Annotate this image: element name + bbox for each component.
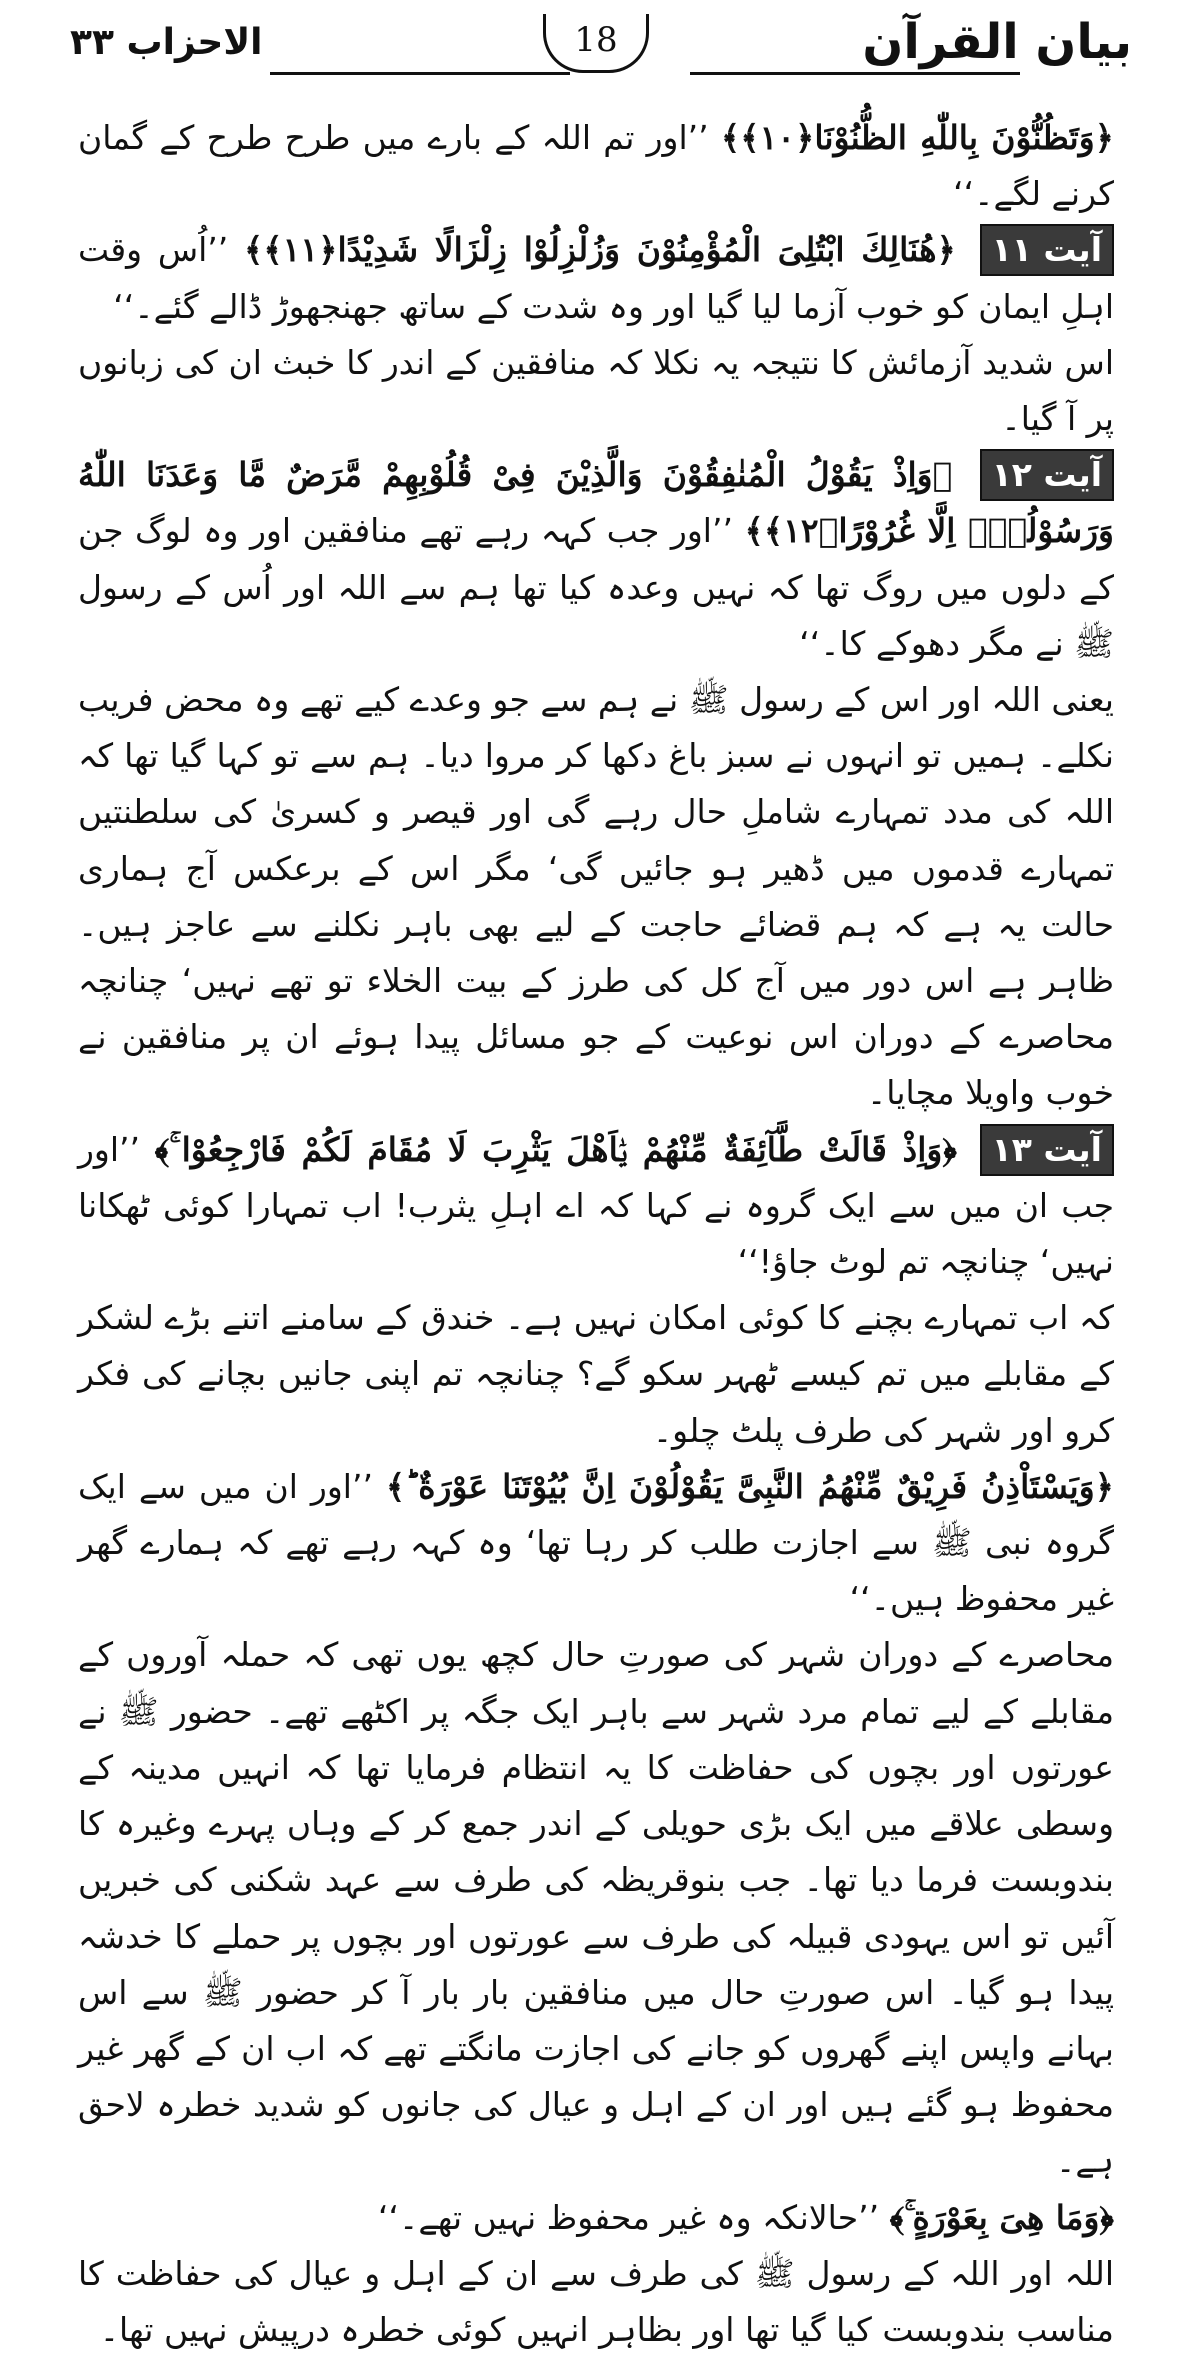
ayah-number-tag: آیت ۱۳ — [980, 1124, 1114, 1176]
translation: ’’اُس وقت اہلِ ایمان کو خوب آزما لیا گیا اور وہ شدت کے ساتھ جھنجھوڑ ڈالے گئے۔‘‘ — [78, 230, 1114, 326]
paragraph — [78, 335, 1114, 447]
page-header — [60, 14, 1132, 84]
book-title: بیان القرآن — [862, 14, 1132, 70]
page-number: 18 — [543, 14, 649, 73]
ayah-number-tag: آیت ۱۲ — [980, 449, 1114, 501]
paragraph — [78, 110, 1114, 222]
paragraph — [78, 2190, 1114, 2246]
header-rule-right — [690, 72, 1020, 75]
ayah-text: ﴿وَمَا هِیَ بِعَوْرَةٍ ۚ﴾ — [889, 2197, 1114, 2237]
commentary: محاصرے کے دوران شہر کی صورتِ حال کچھ یوں تھی کہ حملہ آوروں کے مقابلے کے لیے تمام مرد شہر سے باہر ایک جگہ پر اکٹھے تھے۔ حضور ﷺ نے عورتوں اور بچوں کی حفاظت کا یہ انتظام فرمایا تھا کہ انہیں مدینہ کے وسطی علاقے میں ایک بڑی حویلی کے اندر جمع کر کے وہاں پہرے وغیرہ کا بندوبست فرما دیا تھا۔ جب بنوقریظہ کی طرف سے عہد شکنی کی خبریں آئیں تو اس یہودی قبیلہ کی طرف سے عورتوں اور بچوں پر حملے کا خدشہ پیدا ہو گیا۔ اس صورتِ حال میں منافقین بار بار آ کر حضور ﷺ سے اس بہانے واپس اپنے گھروں کو جانے کی اجازت مانگتے تھے کہ اب ان کے گھر غیر محفوظ ہو گئے ہیں اور ان کے اہل و عیال کی جانوں کو شدید خطرہ لاحق ہے۔ — [78, 1635, 1114, 2181]
commentary: یعنی اللہ اور اس کے رسول ﷺ نے ہم سے جو وعدے کیے تھے وہ محض فریب نکلے۔ ہمیں تو انہوں نے سبز باغ دکھا کر مروا دیا۔ ہم سے تو کہا گیا تھا کہ اللہ کی مدد تمہارے شاملِ حال رہے گی اور قیصر و کسریٰ کی سلطنتیں تمہارے قدموں میں ڈھیر ہو جائیں گی‘ مگر اس کے برعکس آج ہماری حالت یہ ہے کہ ہم قضائے حاجت کے لیے بھی باہر نکلنے سے عاجز ہیں۔ ظاہر ہے اس دور میں آج کل کی طرز کے بیت الخلاء تو تھے نہیں‘ چنانچہ محاصرے کے دوران اس نوعیت کے جو مسائل پیدا ہوئے ان پر منافقین نے خوب واویلا مچایا۔ — [78, 680, 1114, 1113]
paragraph — [78, 1122, 1114, 1291]
ayah-text: ﴿وَاِذْ قَالَتْ طَّآئِفَةٌ مِّنْهُمْ یٰۤاَهْلَ یَثْرِبَ لَا مُقَامَ لَكُمْ فَارْجِعُوْا ۚ﴾ — [154, 1129, 957, 1169]
translation: ’’اور تم اللہ کے بارے میں طرح طرح کے گمان کرنے لگے۔‘‘ — [78, 118, 1114, 214]
ayah-text: ﴿وَتَظُنُّوْنَ بِاللّٰهِ الظُّنُوْنَا﴿۱۰﴾﴾ — [720, 118, 1115, 157]
paragraph — [78, 447, 1114, 672]
commentary: کہ اب تمہارے بچنے کا کوئی امکان نہیں ہے۔ خندق کے سامنے اتنے بڑے لشکر کے مقابلے میں تم کیسے ٹھہر سکو گے؟ چنانچہ تم اپنی جانیں بچانے کی فکر کرو اور شہر کی طرف پلٹ چلو۔ — [78, 1298, 1114, 1450]
translation: ’’اور جب کہہ رہے تھے منافقین اور وہ لوگ جن کے دلوں میں روگ تھا کہ نہیں وعدہ کیا تھا ہم سے اللہ اور اُس کے رسول ﷺ نے مگر دھوکے کا۔‘‘ — [78, 511, 1114, 663]
ayah-text: ﴿هُنَالِكَ ابْتُلِیَ الْمُؤْمِنُوْنَ وَزُلْزِلُوْا زِلْزَالًا شَدِیْدًا﴿۱۱﴾﴾ — [243, 230, 956, 270]
paragraph — [78, 222, 1114, 334]
paragraph — [78, 672, 1114, 1122]
page-body — [78, 110, 1114, 2358]
commentary: اس شدید آزمائش کا نتیجہ یہ نکلا کہ منافقین کے اندر کا خبث ان کی زبانوں پر آ گیا۔ — [78, 342, 1114, 439]
paragraph — [78, 1459, 1114, 1628]
header-rule-left — [270, 72, 570, 75]
paragraph — [78, 2246, 1114, 2358]
ayah-text: ﴿وَاِذْ یَقُوْلُ الْمُنٰفِقُوْنَ وَالَّذِیْنَ فِیْ قُلُوْبِهِمْ مَّرَضٌ مَّا وَعَدَنَا اللّٰهُ وَرَسُوْلُهٗۤ اِلَّا غُرُوْرًا﴿۱۲﴾﴾ — [78, 455, 1114, 551]
ayah-text: ﴿وَیَسْتَاْذِنُ فَرِیْقٌ مِّنْهُمُ النَّبِیَّ یَقُوْلُوْنَ اِنَّ بُیُوْتَنَا عَوْرَةٌ ؕ﴾ — [385, 1466, 1115, 1506]
paragraph — [78, 1290, 1114, 1459]
translation: ’’اور جب ان میں سے ایک گروہ نے کہا کہ اے اہلِ یثرب! اب تمہارا کوئی ٹھکانا نہیں‘ چنانچہ تم لوٹ جاؤ!‘‘ — [78, 1129, 1114, 1282]
ayah-number-tag: آیت ۱۱ — [980, 224, 1114, 276]
translation: ’’اور ان میں سے ایک گروہ نبی ﷺ سے اجازت طلب کر رہا تھا‘ وہ کہہ رہے تھے کہ ہمارے گھر غیر محفوظ ہیں۔‘‘ — [78, 1466, 1114, 1619]
surah-name: الاحزاب ۳۳ — [70, 22, 263, 63]
translation: ’’حالانکہ وہ غیر محفوظ نہیں تھے۔‘‘ — [378, 2197, 880, 2237]
commentary: اللہ اور اللہ کے رسول ﷺ کی طرف سے ان کے اہل و عیال کی حفاظت کا مناسب بندوبست کیا گیا تھا اور بظاہر انہیں کوئی خطرہ درپیش نہیں تھا۔ — [78, 2253, 1114, 2349]
paragraph — [78, 1627, 1114, 2189]
